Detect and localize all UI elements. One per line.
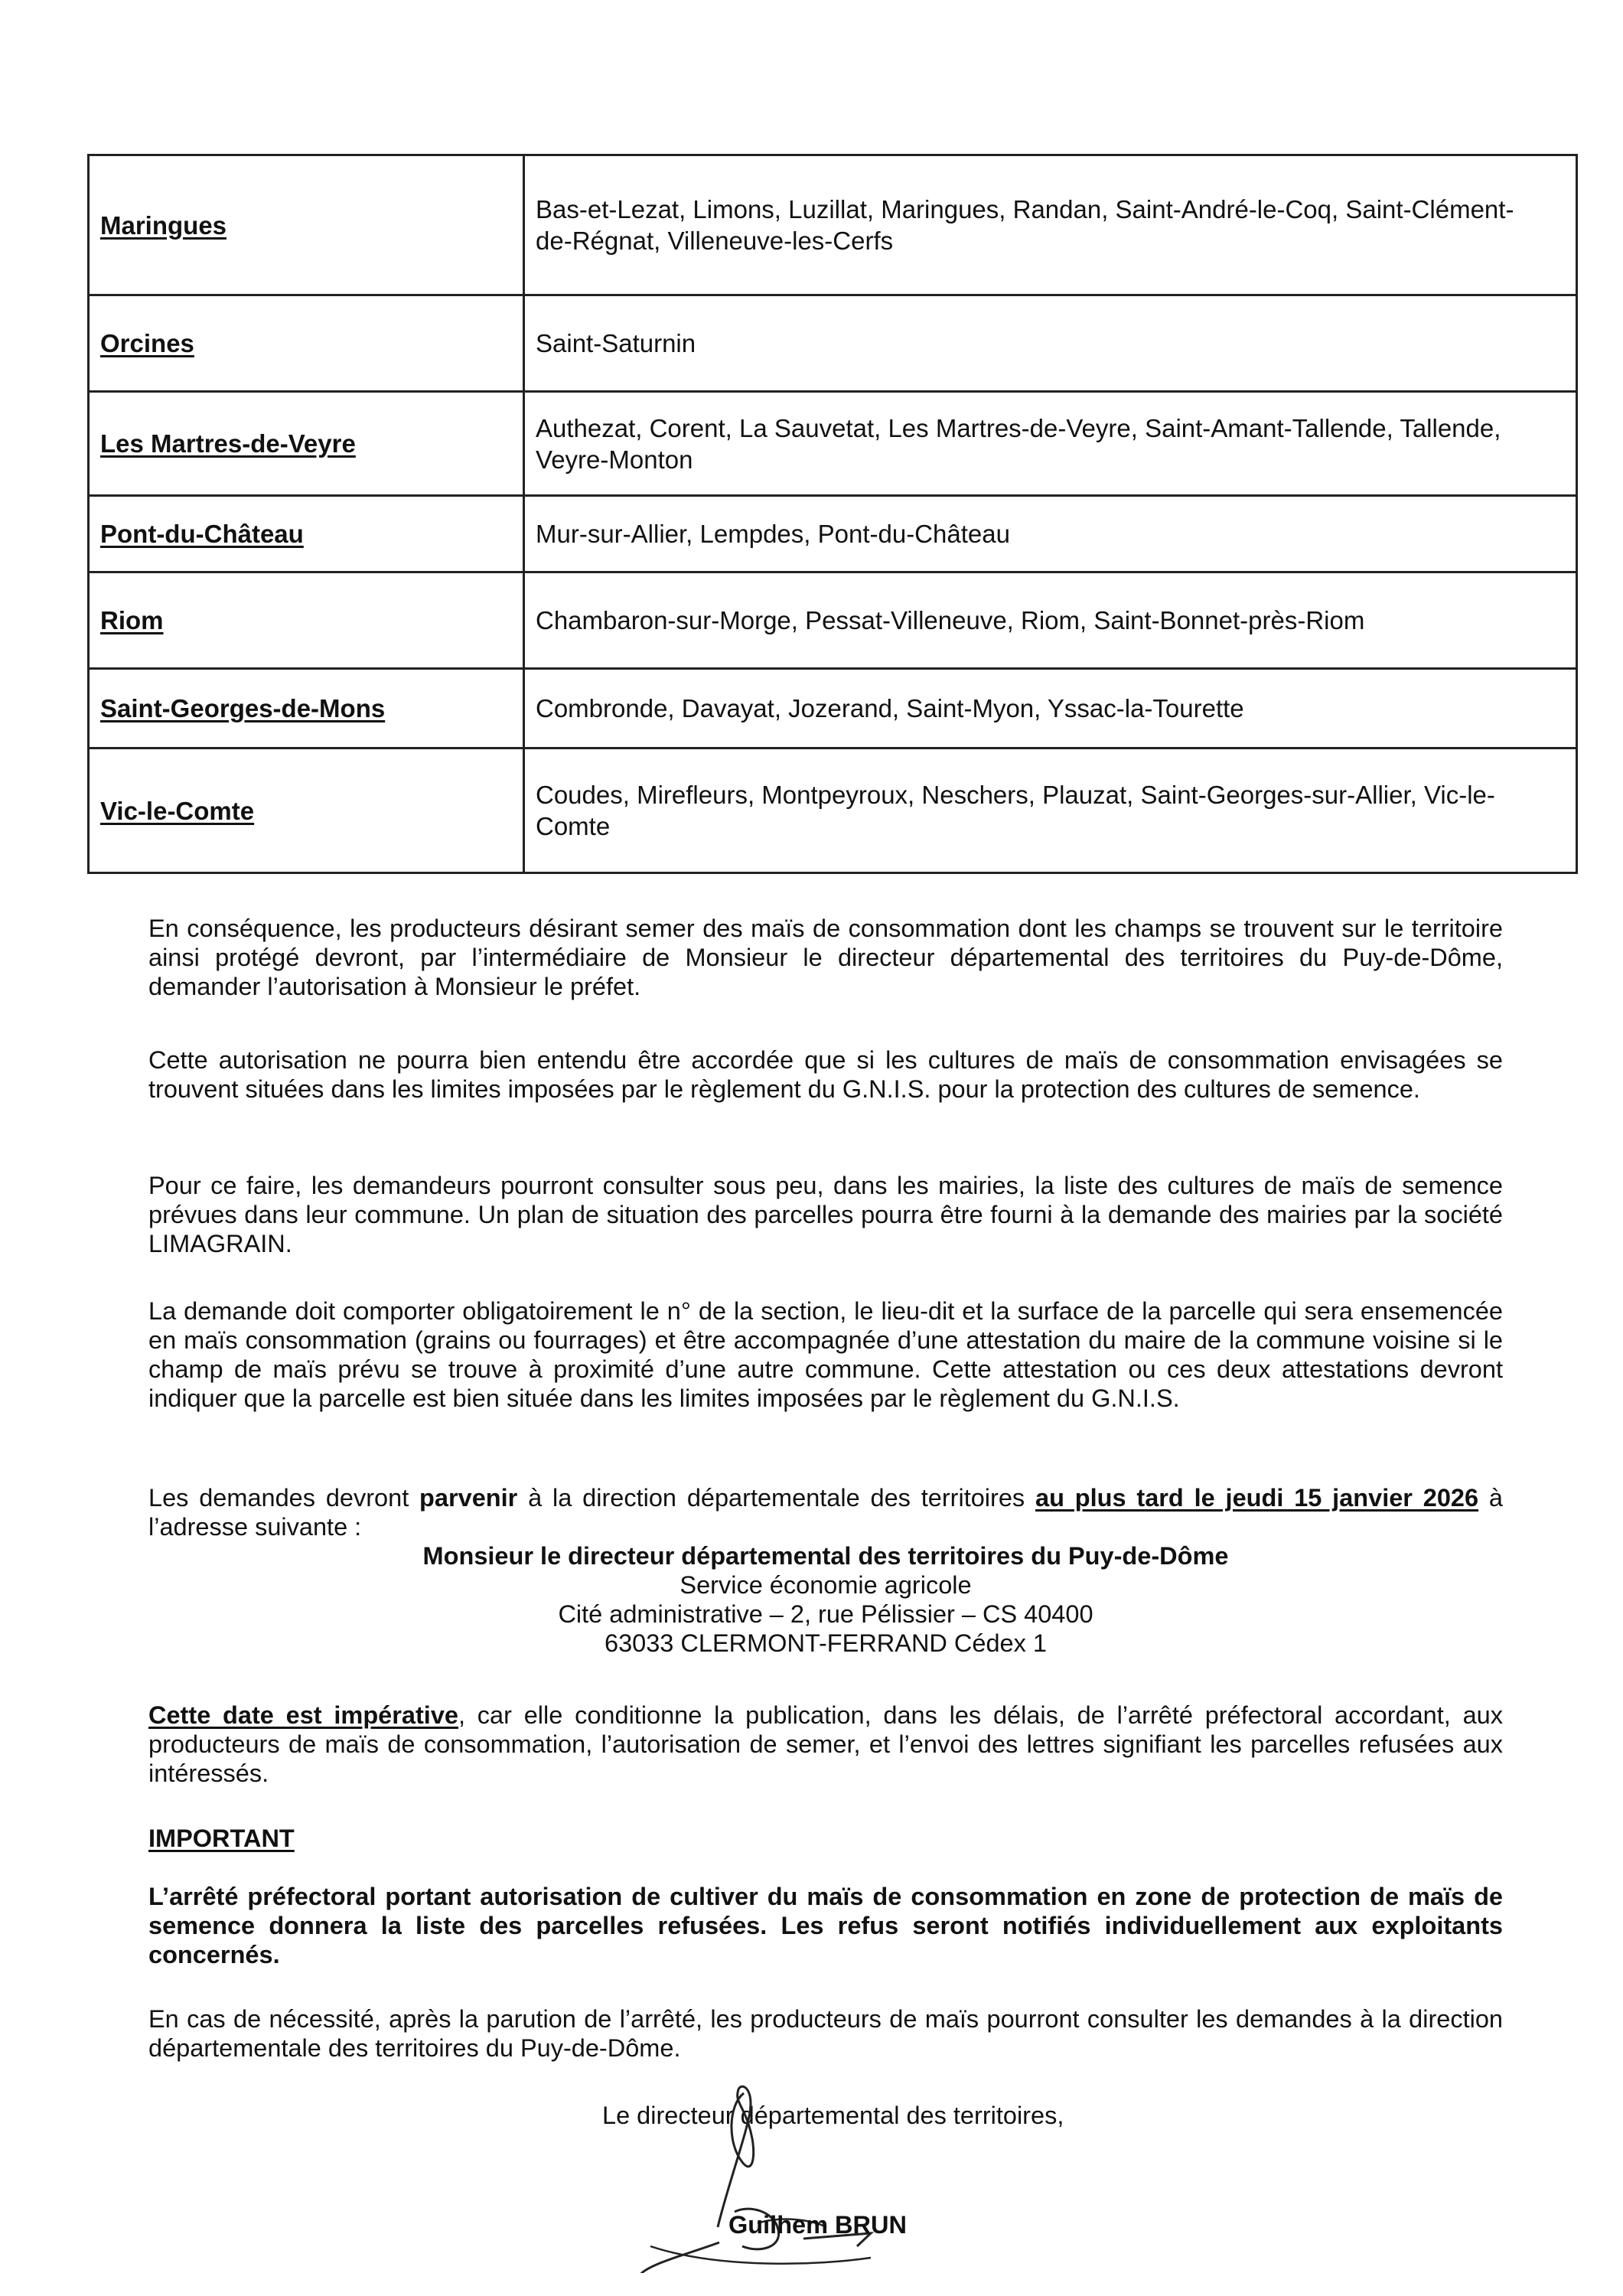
zone-communes: Saint-Saturnin <box>524 295 1577 392</box>
important-notice <box>148 1882 1503 1969</box>
text-run: à la direction départementale des territoires <box>517 1484 1035 1512</box>
deadline-date: au plus tard le jeudi 15 janvier 2026 <box>1035 1484 1479 1512</box>
paragraph-text: En conséquence, les producteurs désirant semer des maïs de consommation dont les champs se trouvent sur le territoire ainsi protégé devront, par l’intermédiaire de Monsieur le directeur départemental des territoires du Puy-de-Dôme, demander l’autorisation à Monsieur le préfet. <box>148 915 1503 1000</box>
important-heading <box>148 1824 1503 1853</box>
signatory-title: Le directeur départemental des territoires, <box>602 2102 1064 2129</box>
text-run: Les demandes devront <box>148 1484 420 1512</box>
heading-text: IMPORTANT <box>148 1825 295 1852</box>
paragraph-closing <box>148 2004 1503 2063</box>
zone-site-name: Riom <box>100 606 164 634</box>
paragraph-authorization <box>148 1045 1503 1104</box>
zone-communes: Authezat, Corent, La Sauvetat, Les Martres-de-Veyre, Saint-Amant-Tallende, Tallende, Veyre-Monton <box>524 392 1577 496</box>
address-street: Cité administrative – 2, rue Pélissier – CS 40400 <box>558 1600 1093 1628</box>
postal-address <box>148 1541 1503 1658</box>
table-row <box>89 496 1577 572</box>
text-run-bold: parvenir <box>419 1484 518 1512</box>
paragraph-request-contents <box>148 1296 1503 1413</box>
zone-site-name: Vic-le-Comte <box>100 796 255 825</box>
paragraph-text: Pour ce faire, les demandeurs pourront consulter sous peu, dans les mairies, la liste des cultures de maïs de semence prévues dans leur commune. Un plan de situation des parcelles pourra être fourni à la demande des mairies par la société LIMAGRAIN. <box>148 1172 1503 1257</box>
address-service: Service économie agricole <box>680 1571 972 1599</box>
table-row <box>89 748 1577 873</box>
table-row <box>89 155 1577 295</box>
paragraph-text: Cette autorisation ne pourra bien entendu être accordée que si les cultures de maïs de consommation envisagées se trouvent situées dans les limites imposées par le règlement du G.N.I.S. pour la protection des cultures de semence. <box>148 1046 1503 1103</box>
paragraph-deadline <box>148 1483 1503 1541</box>
zone-site-name: Pont-du-Château <box>100 520 304 548</box>
paragraph-consultation <box>148 1171 1503 1258</box>
paragraph-imperative <box>148 1701 1503 1788</box>
zone-site-name: Maringues <box>100 210 227 240</box>
notice-text: L’arrêté préfectoral portant autorisation de cultiver du maïs de consommation en zone de protection de maïs de semence donnera la liste des parcelles refusées. Les refus seront notifiés individuellement aux exploitants concernés. <box>148 1883 1503 1968</box>
zone-site-name: Les Martres-de-Veyre <box>100 429 356 458</box>
paragraph-text: La demande doit comporter obligatoirement le n° de la section, le lieu-dit et la surface de la parcelle qui sera ensemencée en maïs consommation (grains ou fourrages) et être accompagnée d’une attestation du maire de la commune voisine si le champ de maïs prévu se trouve à proximité d’une autre commune. Cette attestation ou ces deux attestations devront indiquer que la parcelle est bien située dans les limites imposées par le règlement du G.N.I.S. <box>148 1297 1503 1412</box>
zone-site-name: Orcines <box>100 329 194 357</box>
handwritten-signature <box>627 2082 949 2273</box>
paragraph-consequence <box>148 914 1503 1001</box>
protection-zones-table <box>87 154 1578 874</box>
zone-communes: Combronde, Davayat, Jozerand, Saint-Myon, Yssac-la-Tourette <box>524 669 1577 748</box>
table-row <box>89 669 1577 748</box>
signatory-name: Guilhem BRUN <box>728 2211 907 2239</box>
zone-communes: Bas-et-Lezat, Limons, Luzillat, Maringues, Randan, Saint-André-le-Coq, Saint-Clément-de-Régnat, Villeneuve-les-Cerfs <box>524 155 1577 295</box>
zone-site-name: Saint-Georges-de-Mons <box>100 694 386 722</box>
text-run: à l’adresse suivante : <box>148 1484 1503 1541</box>
table-row <box>89 295 1577 392</box>
zone-communes: Coudes, Mirefleurs, Montpeyroux, Neschers, Plauzat, Saint-Georges-sur-Allier, Vic-le-Comte <box>524 748 1577 873</box>
zone-communes: Chambaron-sur-Morge, Pessat-Villeneuve, Riom, Saint-Bonnet-près-Riom <box>524 572 1577 669</box>
address-recipient: Monsieur le directeur départemental des territoires du Puy-de-Dôme <box>422 1542 1229 1570</box>
table-row <box>89 572 1577 669</box>
text-run: , car elle conditionne la publication, dans les délais, de l’arrêté préfectoral accordant, aux producteurs de maïs de consommation, l’autorisation de semer, et l’envoi des lettres signifiant les parcelles refusées aux intéressés. <box>148 1701 1503 1787</box>
paragraph-text: En cas de nécessité, après la parution de l’arrêté, les producteurs de maïs pourront consulter les demandes à la direction départementale des territoires du Puy-de-Dôme. <box>148 2005 1503 2062</box>
table-row <box>89 392 1577 496</box>
imperative-lead: Cette date est impérative <box>148 1701 458 1729</box>
zone-communes: Mur-sur-Allier, Lempdes, Pont-du-Château <box>524 496 1577 572</box>
address-city: 63033 CLERMONT-FERRAND Cédex 1 <box>605 1629 1047 1657</box>
